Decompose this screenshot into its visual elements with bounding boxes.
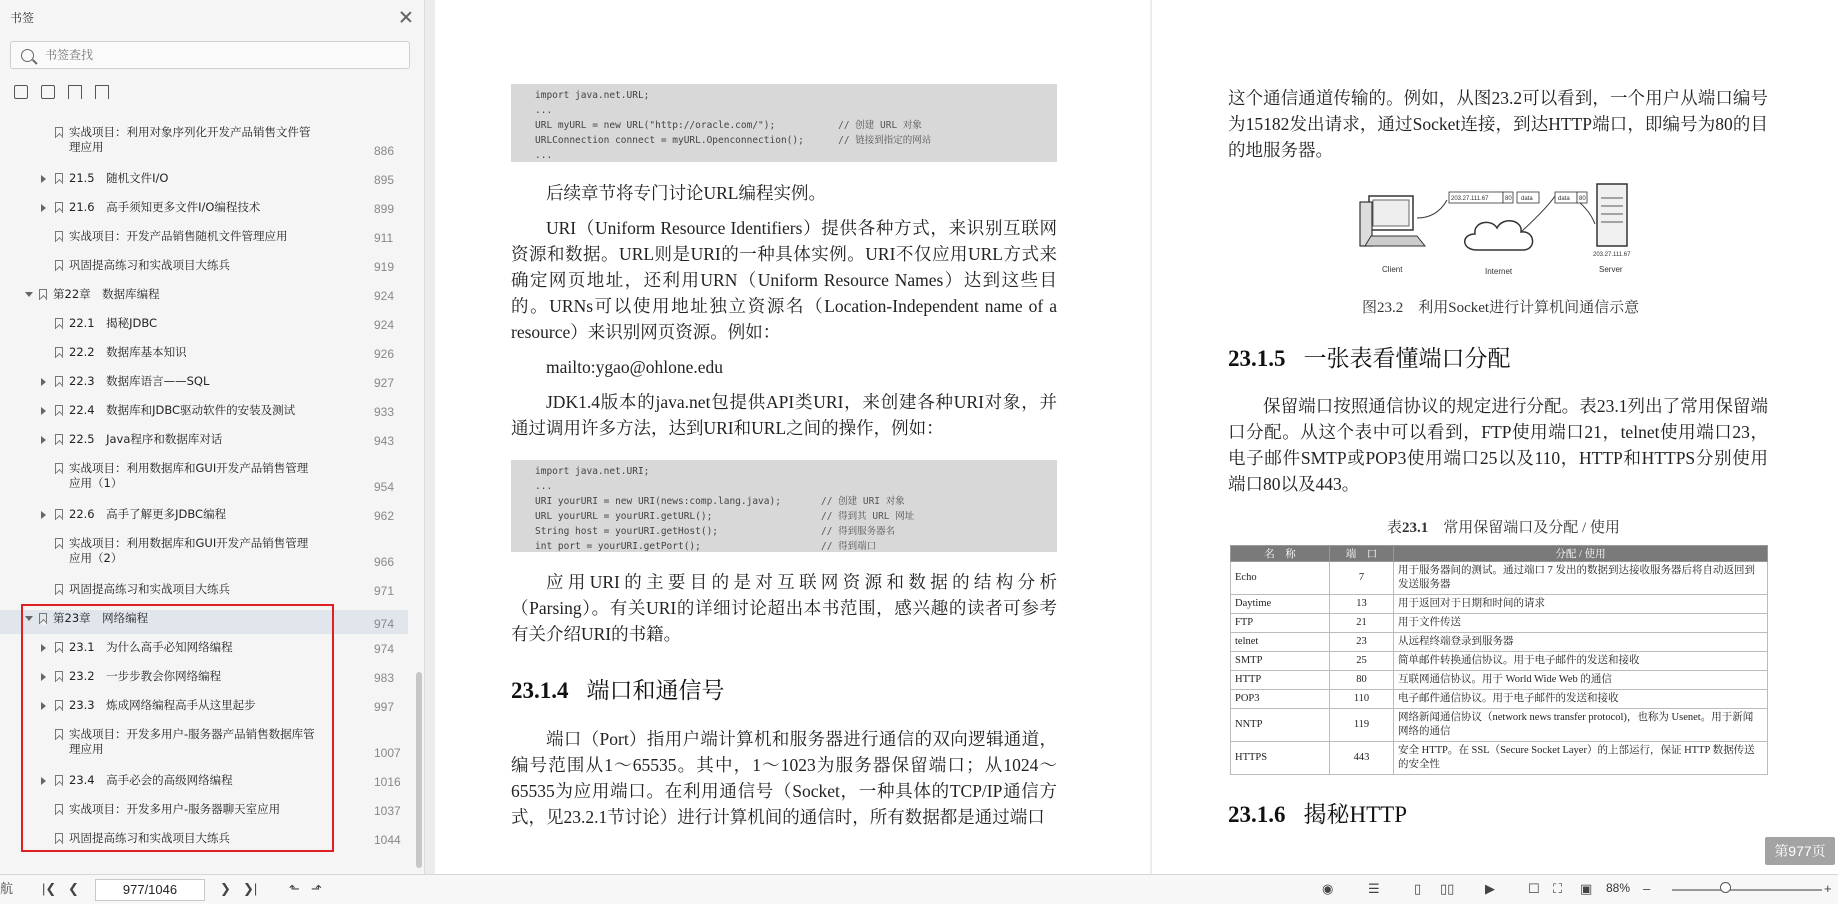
bookmark-label: 21.5 随机文件I/O (69, 171, 169, 185)
zoom-slider-knob[interactable] (1720, 882, 1731, 893)
bookmark-item[interactable] (0, 170, 408, 190)
table-cell: 13 (1330, 595, 1394, 614)
code-line (535, 494, 1033, 509)
actual-size-icon[interactable]: ☐ (1528, 881, 1540, 896)
search-icon (21, 49, 34, 62)
bookmark-icon (55, 804, 63, 815)
bookmark-page-number: 971 (374, 584, 395, 598)
server-label: Server (1599, 265, 1623, 274)
client-label: Client (1382, 265, 1403, 274)
bookmark-page-number: 954 (374, 480, 395, 494)
bookmark-item[interactable] (0, 668, 408, 688)
bookmark-label: 22.5 Java程序和数据库对话 (69, 432, 223, 446)
bookmark-icon (55, 671, 63, 682)
single-page-icon[interactable]: ▯ (1414, 881, 1422, 896)
table-cell: 443 (1330, 742, 1394, 775)
bookmark-item[interactable] (0, 639, 408, 659)
expand-arrow-icon[interactable] (41, 407, 46, 415)
status-bar (0, 874, 1838, 904)
table-row (1231, 562, 1768, 595)
code-text: String host = yourURI.getHost(); (535, 526, 821, 537)
table-cell: 简单邮件转换通信协议。用于电子邮件的发送和接收 (1394, 652, 1768, 671)
left-page (435, 0, 1150, 874)
bookmark-label: 23.1 为什么高手必知网络编程 (69, 640, 233, 654)
code-line (535, 88, 1033, 103)
add-bookmark-icon[interactable] (68, 85, 82, 99)
bookmark-label: 巩固提高练习和实战项目大练兵 (69, 258, 230, 272)
bookmark-item[interactable] (0, 402, 408, 422)
table-cell: 23 (1330, 633, 1394, 652)
eye-protect-icon[interactable]: ◉ (1322, 881, 1334, 896)
table-cell: 互联网通信协议。用于 World Wide Web 的通信 (1394, 671, 1768, 690)
nav-label[interactable]: 航 (0, 881, 14, 896)
internet-label: Internet (1485, 267, 1513, 276)
zoom-in-icon[interactable]: + (1824, 881, 1832, 896)
paragraph: 保留端口按照通信协议的规定进行分配。表23.1列出了常用保留端口分配。从这个表中可以看到，FTP使用端口21，telnet使用端口23，电子邮件SMTP或POP3使用端口25以及110，HTTP和HTTPS分别使用端口80以及443。 (1228, 396, 1768, 494)
paragraph: 后续章节将专门讨论URL编程实例。 (546, 183, 826, 203)
right-page (1152, 0, 1838, 874)
code-text: ... (535, 105, 553, 116)
table-row (1231, 709, 1768, 742)
bookmark-icon (55, 463, 63, 474)
bookmark-label: 22.1 揭秘JDBC (69, 316, 158, 330)
bookmark-icon (55, 729, 63, 740)
table-row (1231, 652, 1768, 671)
bookmark-label: 22.2 数据库基本知识 (69, 345, 187, 359)
code-line (535, 524, 1033, 539)
bookmark-page-number: 974 (374, 617, 395, 631)
bookmark-page-number: 983 (374, 671, 395, 685)
code-text: URL myURL = new URL("http://oracle.com/"); (535, 120, 839, 131)
bookmark-page-number: 1007 (374, 746, 401, 760)
table-row (1231, 595, 1768, 614)
fit-page-icon[interactable]: ⛶ (1553, 881, 1563, 896)
server-icon (1597, 184, 1627, 246)
bookmark-page-number: 924 (374, 289, 395, 303)
continuous-scroll-icon[interactable]: ☰ (1368, 881, 1380, 896)
packet1-data: data (1521, 196, 1533, 202)
table-cell: 25 (1330, 652, 1394, 671)
bookmark-icon (39, 613, 47, 624)
next-page-icon[interactable]: ❯ (220, 881, 231, 896)
collapse-arrow-icon[interactable] (25, 292, 33, 297)
page-number-badge: 第977页 (1765, 837, 1835, 865)
table-cell: FTP (1231, 614, 1330, 633)
packet1-port: 80 (1505, 196, 1512, 202)
bookmark-page-number: 966 (374, 555, 395, 569)
section-title-text: 端口和通信号 (586, 678, 725, 703)
section-title-text: 一张表看懂端口分配 (1303, 346, 1511, 371)
bookmark-label: 第22章 数据库编程 (53, 287, 160, 301)
bookmark-icon (55, 127, 63, 138)
code-text: URL yourURL = yourURI.getURL(); (535, 511, 821, 522)
code-line (535, 509, 1033, 524)
bookmark-label: 巩固提高练习和实战项目大练兵 (69, 831, 230, 845)
table-header-cell: 分配 / 使用 (1394, 546, 1768, 562)
code-text: ... (535, 481, 553, 492)
code-line (535, 133, 1033, 148)
fit-width-icon[interactable]: ▣ (1580, 881, 1593, 896)
code-text: ... (535, 150, 553, 161)
table-cell: 从远程终端登录到服务器 (1394, 633, 1768, 652)
network-diagram (1357, 178, 1637, 278)
code-text: import java.net.URI; (535, 466, 650, 477)
bookmark-sidebar (0, 0, 425, 874)
table-cell: HTTP (1231, 671, 1330, 690)
bookmark-icon (55, 700, 63, 711)
internet-cloud-icon (1465, 221, 1533, 250)
table-cell: HTTPS (1231, 742, 1330, 775)
section-number: 23.1.5 (1228, 346, 1286, 371)
table-cell: 网络新闻通信协议（network news transfer protocol)，也称为 Usenet。用于新闻网络的通信 (1394, 709, 1768, 742)
bookmark-item[interactable] (0, 581, 408, 601)
last-page-icon[interactable]: ❯| (243, 881, 258, 896)
section-title (511, 672, 725, 705)
packet2-port: 80 (1579, 196, 1586, 202)
table-cell: 用于文件传送 (1394, 614, 1768, 633)
bookmark-icon (55, 173, 63, 184)
bookmark-page-number: 899 (374, 202, 395, 216)
bookmark-page-number: 962 (374, 509, 395, 523)
prev-page-icon[interactable]: ❮ (68, 881, 79, 896)
paragraph: 这个通信通道传输的。例如，从图23.2可以看到，一个用户从端口编号为15182发出请求，通过Socket连接，到达HTTP端口，即编号为80的目的地服务器。 (1228, 88, 1768, 160)
bookmark-page-number: 997 (374, 700, 395, 714)
code-block-uri (511, 460, 1057, 552)
bookmark-icon (55, 347, 63, 358)
table-cell: 110 (1330, 690, 1394, 709)
bookmark-page-number: 943 (374, 434, 395, 448)
code-line (535, 148, 1033, 163)
code-text: int port = yourURI.getPort(); (535, 541, 821, 552)
code-line (535, 118, 1033, 133)
play-icon[interactable]: ▶ (1485, 881, 1495, 896)
bookmark-item[interactable] (0, 460, 408, 500)
document-view (425, 0, 1838, 874)
bookmark-icon (55, 260, 63, 271)
first-page-icon[interactable]: |❮ (42, 881, 57, 896)
table-cell: SMTP (1231, 652, 1330, 671)
bookmark-icon (55, 833, 63, 844)
bookmark-page-number: 1016 (374, 775, 401, 789)
bookmark-page-number: 926 (374, 347, 395, 361)
code-comment: // 链接到指定的网站 (838, 135, 932, 146)
bookmark-icon[interactable] (95, 85, 109, 99)
bookmark-page-number: 911 (374, 231, 394, 245)
collapse-all-icon[interactable] (41, 85, 55, 99)
table-row (1231, 671, 1768, 690)
bookmark-icon (55, 405, 63, 416)
table-cell: 用于服务器间的测试。通过端口 7 发出的数据到达接收服务器后将自动返回到发送服务器 (1394, 562, 1768, 595)
bookmark-icon (55, 509, 63, 520)
bookmark-page-number: 927 (374, 376, 395, 390)
bookmark-item[interactable] (0, 199, 408, 219)
bookmark-label: 实战项目：利用对象序列化开发产品销售文件管理应用 (69, 125, 311, 154)
bookmark-label: 实战项目：开发多用户-服务器聊天室应用 (69, 802, 281, 816)
table-cell: telnet (1231, 633, 1330, 652)
bookmark-icon (55, 231, 63, 242)
section-number: 23.1.6 (1228, 802, 1286, 827)
bookmark-item[interactable] (0, 772, 408, 792)
code-line (535, 464, 1033, 479)
bookmark-item[interactable] (0, 257, 408, 277)
table-cell: Daytime (1231, 595, 1330, 614)
bookmark-label: 23.4 高手必会的高级网络编程 (69, 773, 233, 787)
bookmark-label: 实战项目：开发产品销售随机文件管理应用 (69, 229, 288, 243)
expand-arrow-icon[interactable] (41, 204, 46, 212)
bookmark-item[interactable] (0, 344, 408, 364)
bookmark-item[interactable] (0, 726, 408, 766)
bookmark-label: 实战项目：利用数据库和GUI开发产品销售管理应用（1） (69, 461, 309, 490)
paragraph: 端口（Port）指用户端计算机和服务器进行通信的双向逻辑通道，编号范围从1～65535。其中，1～1023为服务器保留端口；从1024～65535为应用端口。在利用通信号（Socket，一种具体的TCP/IP通信方式，见23.2.1节讨论）进行计算机间的通信时，所有数据都是通过端口 (511, 729, 1057, 827)
bookmark-item[interactable] (0, 610, 408, 634)
bookmark-icon (55, 376, 63, 387)
bookmark-icon (55, 584, 63, 595)
bookmark-item[interactable] (0, 373, 408, 393)
bookmark-page-number: 1037 (374, 804, 401, 818)
bookmark-page-number: 919 (374, 260, 395, 274)
table-row (1231, 614, 1768, 633)
paragraph: 应用URI的主要目的是对互联网资源和数据的结构分析（Parsing）。有关URI的详细讨论超出本书范围，感兴趣的读者可参考有关介绍URI的书籍。 (511, 572, 1057, 644)
table-cell: 安全 HTTP。在 SSL（Secure Socket Layer）的上部运行，保证 HTTP 数据传送的安全性 (1394, 742, 1768, 775)
section-title-text: 揭秘HTTP (1303, 802, 1407, 827)
code-comment: // 创建 URI 对象 (820, 496, 905, 507)
sidebar-toolbar (14, 85, 109, 99)
bookmark-tree (0, 112, 410, 872)
port-table (1230, 545, 1768, 775)
table-cell: NNTP (1231, 709, 1330, 742)
sidebar-scrollbar[interactable] (416, 672, 422, 868)
table-caption-text: 常用保留端口及分配 / 使用 (1428, 520, 1620, 536)
expand-arrow-icon[interactable] (41, 673, 46, 681)
collapse-arrow-icon[interactable] (25, 616, 33, 621)
bookmark-item[interactable] (0, 506, 408, 526)
sidebar-header (0, 0, 424, 34)
paragraph: URI（Uniform Resource Identifiers）提供各种方式，来识别互联网资源和数据。URL则是URI的一种具体实例。URI不仅应用URL方式来确定网页地址，还利用URN（Uniform Resource Names）达到这些目的。URNs可以使用地址独立资源名（Location-Independent name of a resource）来识别网页资源。例如： (511, 218, 1057, 342)
table-row (1231, 633, 1768, 652)
paragraph: mailto:ygao@ohlone.edu (546, 357, 723, 377)
section-title (1228, 340, 1511, 373)
table-row (1231, 690, 1768, 709)
code-text: URI yourURI = new URI(news:comp.lang.java); (535, 496, 821, 507)
zoom-level[interactable]: 88% (1606, 881, 1631, 895)
bookmark-item[interactable] (0, 286, 408, 306)
bookmark-icon (55, 538, 63, 549)
close-icon[interactable] (398, 9, 414, 25)
bookmark-icon (55, 775, 63, 786)
back-icon[interactable]: ⬑ (289, 881, 300, 896)
bookmark-page-number: 895 (374, 173, 395, 187)
bookmark-label: 23.2 一步步教会你网络编程 (69, 669, 222, 683)
bookmark-item[interactable] (0, 315, 408, 335)
zoom-out-icon[interactable]: – (1643, 881, 1651, 896)
table-cell: 用于返回对于日期和时间的请求 (1394, 595, 1768, 614)
table-caption-prefix: 表 (1387, 520, 1403, 536)
bookmark-label: 第23章 网络编程 (53, 611, 149, 625)
table-cell: 119 (1330, 709, 1394, 742)
bookmark-item[interactable] (0, 697, 408, 717)
bookmark-page-number: 974 (374, 642, 395, 656)
socket-figure (1357, 178, 1637, 278)
bookmark-page-number: 933 (374, 405, 395, 419)
bookmark-item[interactable] (0, 124, 408, 164)
bookmark-icon (55, 202, 63, 213)
bookmark-label: 22.4 数据库和JDBC驱动软件的安装及测试 (69, 403, 296, 417)
expand-arrow-icon[interactable] (41, 777, 46, 785)
code-line (535, 539, 1033, 554)
table-cell: Echo (1231, 562, 1330, 595)
code-comment: // 创建 URL 对象 (838, 120, 922, 131)
expand-arrow-icon[interactable] (41, 702, 46, 710)
bookmark-icon (55, 642, 63, 653)
table-header-cell: 名 称 (1231, 546, 1330, 562)
bookmark-label: 22.6 高手了解更多JDBC编程 (69, 507, 227, 521)
expand-arrow-icon[interactable] (41, 378, 46, 386)
bookmark-item[interactable] (0, 431, 408, 451)
table-header-cell: 端 口 (1330, 546, 1394, 562)
expand-arrow-icon[interactable] (41, 511, 46, 519)
table-cell: 80 (1330, 671, 1394, 690)
code-block-url (511, 84, 1057, 162)
table-caption-number: 23.1 (1402, 520, 1429, 536)
table-cell: 7 (1330, 562, 1394, 595)
bookmark-label: 巩固提高练习和实战项目大练兵 (69, 582, 230, 596)
code-text: URLConnection connect = myURL.Openconnection(); (535, 135, 839, 146)
sidebar-title: 书签 (10, 10, 35, 25)
forward-icon[interactable]: ⬏ (311, 881, 322, 896)
bookmark-icon (55, 434, 63, 445)
code-line (535, 479, 1033, 494)
bookmark-icon (39, 289, 47, 300)
zoom-slider-track[interactable] (1672, 889, 1822, 891)
bookmark-item[interactable] (0, 801, 408, 821)
expand-arrow-icon[interactable] (41, 175, 46, 183)
code-comment: // 得到端口 (820, 541, 877, 552)
code-line (535, 103, 1033, 118)
section-number: 23.1.4 (511, 678, 569, 703)
table-cell: 21 (1330, 614, 1394, 633)
bookmark-label: 23.3 炼成网络编程高手从这里起步 (69, 698, 256, 712)
section-title (1228, 796, 1407, 829)
page-number-input[interactable]: 977/1046 (95, 879, 205, 901)
table-caption (1387, 516, 1620, 537)
paragraph: JDK1.4版本的java.net包提供API类URI，来创建各种URI对象，并通过调用许多方法，达到URI和URL之间的操作，例如： (511, 392, 1057, 438)
bookmark-item[interactable] (0, 228, 408, 248)
bookmark-search[interactable] (10, 41, 410, 69)
expand-arrow-icon[interactable] (41, 644, 46, 652)
table-cell: POP3 (1231, 690, 1330, 709)
bookmark-label: 21.6 高手须知更多文件I/O编程技术 (69, 200, 261, 214)
client-computer-icon (1360, 196, 1425, 246)
two-page-icon[interactable]: ▯▯ (1440, 881, 1455, 896)
bookmark-item[interactable] (0, 535, 408, 575)
bookmark-page-number: 886 (374, 144, 395, 158)
expand-all-icon[interactable] (14, 85, 28, 99)
table-cell: 电子邮件通信协议。用于电子邮件的发送和接收 (1394, 690, 1768, 709)
packet1-ip: 203.27.111.67 (1451, 196, 1489, 202)
code-comment: // 得到服务器名 (820, 526, 896, 537)
bookmark-label: 实战项目：开发多用户-服务器产品销售数据库管理应用 (69, 727, 315, 756)
code-comment: // 得到其 URL 网址 (820, 511, 915, 522)
bookmark-page-number: 1044 (374, 833, 401, 847)
code-text: import java.net.URL; (535, 90, 650, 101)
bookmark-search-input[interactable] (43, 47, 387, 63)
bookmark-icon (55, 318, 63, 329)
expand-arrow-icon[interactable] (41, 436, 46, 444)
bookmark-page-number: 924 (374, 318, 395, 332)
packet2-data: data (1558, 196, 1570, 202)
bookmark-label: 实战项目：利用数据库和GUI开发产品销售管理应用（2） (69, 536, 309, 565)
server-ip-label: 203.27.111.67 (1593, 252, 1631, 258)
bookmark-label: 22.3 数据库语言——SQL (69, 374, 210, 388)
figure-caption: 图23.2 利用Socket进行计算机间通信示意 (1362, 300, 1640, 316)
bookmark-item[interactable] (0, 830, 408, 850)
table-row (1231, 742, 1768, 775)
